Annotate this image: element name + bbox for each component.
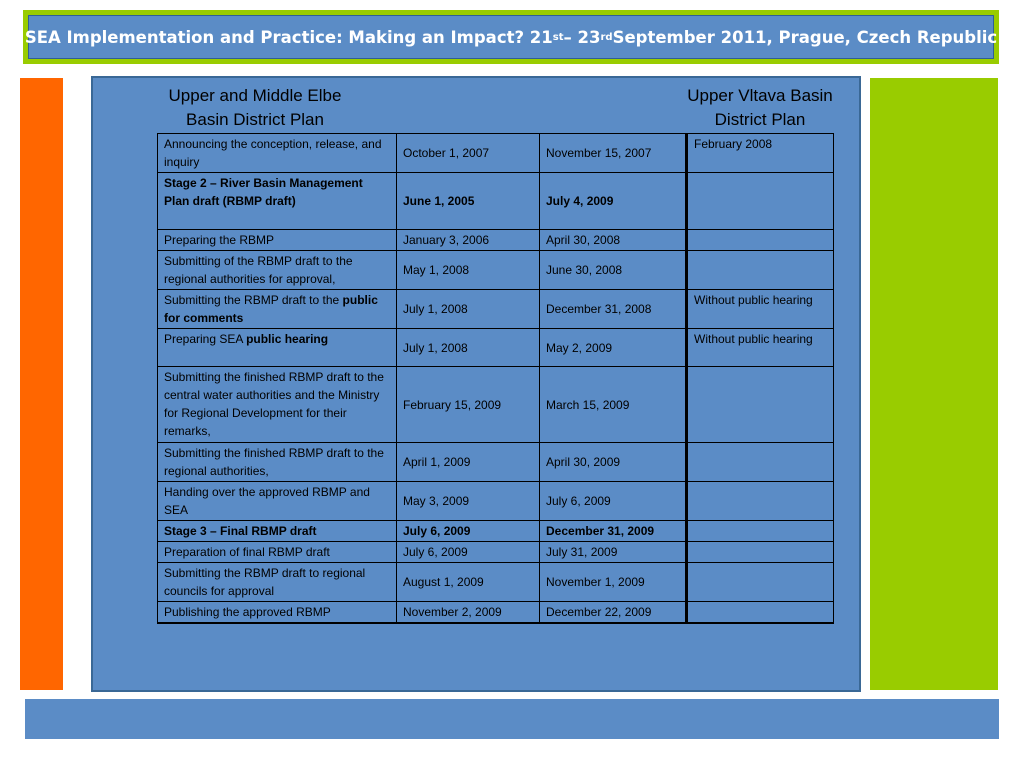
- table-row: [158, 521, 834, 542]
- end-date-cell: July 6, 2009: [540, 482, 687, 521]
- start-date-cell: July 1, 2008: [397, 290, 540, 329]
- activity-cell: [158, 290, 397, 329]
- vltava-cell: [687, 251, 834, 290]
- elbe-heading-line1: Upper and Middle Elbe: [168, 86, 342, 105]
- activity-text: Submitting the RBMP draft to the: [164, 293, 343, 307]
- green-side-bar: [870, 78, 998, 690]
- activity-cell: Preparation of final RBMP draft: [158, 542, 397, 563]
- vltava-cell: [687, 367, 834, 443]
- table-row: [158, 542, 834, 563]
- table-row: [158, 602, 834, 624]
- table-row: [158, 134, 834, 173]
- end-date-cell: November 1, 2009: [540, 563, 687, 602]
- vltava-cell: [687, 482, 834, 521]
- table-row: [158, 443, 834, 482]
- title-text-2: – 23: [563, 27, 601, 47]
- schedule-table: [157, 133, 834, 624]
- activity-cell: Preparing the RBMP: [158, 230, 397, 251]
- vltava-cell: [687, 521, 834, 542]
- end-date-cell: July 4, 2009: [540, 173, 687, 230]
- vltava-cell: [687, 230, 834, 251]
- end-date-cell: November 15, 2007: [540, 134, 687, 173]
- start-date-cell: July 6, 2009: [397, 542, 540, 563]
- title-text-1: SEA Implementation and Practice: Making an Impact? 21: [24, 27, 553, 47]
- table-row: [158, 230, 834, 251]
- table-row: [158, 329, 834, 367]
- end-date-cell: July 31, 2009: [540, 542, 687, 563]
- start-date-cell: June 1, 2005: [397, 173, 540, 230]
- title-text-3: September 2011, Prague, Czech Republic: [612, 27, 998, 47]
- start-date-cell: May 1, 2008: [397, 251, 540, 290]
- schedule-table-body: [158, 134, 834, 624]
- slide-title: [24, 15, 998, 59]
- activity-text: Preparing SEA: [164, 332, 247, 346]
- end-date-cell: May 2, 2009: [540, 329, 687, 367]
- end-date-cell: June 30, 2008: [540, 251, 687, 290]
- activity-cell: Announcing the conception, release, and inquiry: [158, 134, 397, 173]
- start-date-cell: August 1, 2009: [397, 563, 540, 602]
- vltava-plan-heading: [680, 84, 840, 132]
- activity-cell: Submitting the RBMP draft to regional councils for approval: [158, 563, 397, 602]
- table-row: [158, 290, 834, 329]
- activity-cell: Handing over the approved RBMP and SEA: [158, 482, 397, 521]
- vltava-cell: [687, 542, 834, 563]
- start-date-cell: May 3, 2009: [397, 482, 540, 521]
- vltava-cell: Without public hearing: [687, 290, 834, 329]
- activity-emphasis: public hearing: [246, 332, 329, 346]
- title-sup-2: rd: [600, 31, 613, 43]
- end-date-cell: March 15, 2009: [540, 367, 687, 443]
- activity-cell: Submitting of the RBMP draft to the regional authorities for approval,: [158, 251, 397, 290]
- vltava-cell: Without public hearing: [687, 329, 834, 367]
- vltava-cell: [687, 602, 834, 624]
- activity-cell: Stage 3 – Final RBMP draft: [158, 521, 397, 542]
- table-row: [158, 251, 834, 290]
- start-date-cell: July 6, 2009: [397, 521, 540, 542]
- vltava-heading-line1: Upper Vltava Basin: [687, 86, 833, 105]
- vltava-cell: [687, 173, 834, 230]
- title-banner: [23, 10, 999, 64]
- activity-cell: Stage 2 – River Basin Management Plan draft (RBMP draft): [158, 173, 397, 230]
- activity-cell: Submitting the finished RBMP draft to the central water authorities and the Ministry for Regional Development for their remarks,: [158, 367, 397, 443]
- elbe-heading-line2: Basin District Plan: [186, 110, 324, 129]
- end-date-cell: December 22, 2009: [540, 602, 687, 624]
- elbe-plan-heading: [160, 84, 350, 132]
- end-date-cell: December 31, 2008: [540, 290, 687, 329]
- vltava-cell: February 2008: [687, 134, 834, 173]
- vltava-heading-line2: District Plan: [714, 110, 806, 129]
- footer-bar: [25, 699, 999, 739]
- start-date-cell: January 3, 2006: [397, 230, 540, 251]
- activity-emphasis: public for comments: [164, 293, 378, 325]
- title-sup-1: st: [552, 31, 564, 43]
- table-row: [158, 563, 834, 602]
- start-date-cell: April 1, 2009: [397, 443, 540, 482]
- activity-cell: [158, 329, 397, 367]
- end-date-cell: April 30, 2008: [540, 230, 687, 251]
- vltava-cell: [687, 563, 834, 602]
- start-date-cell: November 2, 2009: [397, 602, 540, 624]
- end-date-cell: April 30, 2009: [540, 443, 687, 482]
- activity-cell: Publishing the approved RBMP: [158, 602, 397, 624]
- end-date-cell: December 31, 2009: [540, 521, 687, 542]
- start-date-cell: February 15, 2009: [397, 367, 540, 443]
- start-date-cell: July 1, 2008: [397, 329, 540, 367]
- activity-cell: Submitting the finished RBMP draft to the regional authorities,: [158, 443, 397, 482]
- orange-side-bar: [20, 78, 63, 690]
- vltava-cell: [687, 443, 834, 482]
- table-row: [158, 173, 834, 230]
- start-date-cell: October 1, 2007: [397, 134, 540, 173]
- table-row: [158, 367, 834, 443]
- table-row: [158, 482, 834, 521]
